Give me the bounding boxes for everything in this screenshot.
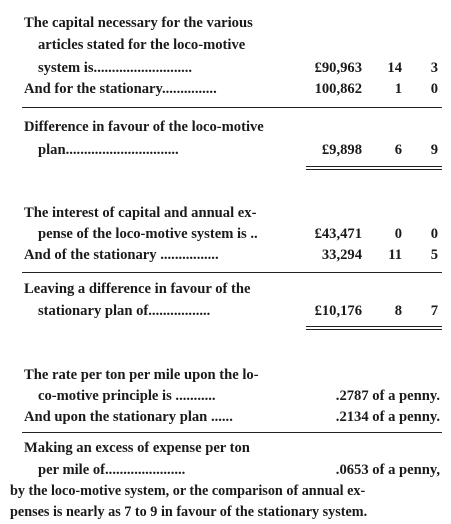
pounds-cell: £10,176 <box>314 303 362 319</box>
pence-cell: 0 <box>430 226 438 242</box>
shillings-cell: 14 <box>387 60 402 76</box>
row-label: system is <box>38 60 94 76</box>
rate-value: .2787 of a penny. <box>335 388 440 404</box>
pounds-cell: 33,294 <box>321 247 362 263</box>
section3-row-stationary <box>24 408 440 426</box>
section1-row-diff <box>38 141 438 159</box>
pounds-cell: 100,862 <box>314 81 362 97</box>
row-label: per mile of <box>38 462 106 478</box>
pence-cell: 5 <box>430 247 438 263</box>
section3-excess-line1: Making an excess of expense per ton <box>24 440 250 456</box>
pounds-cell: £9,898 <box>321 142 362 158</box>
pence-cell: 7 <box>430 303 438 319</box>
pounds-cell: £90,963 <box>314 60 362 76</box>
shillings-cell: 6 <box>394 142 402 158</box>
double-rule <box>306 326 442 330</box>
row-label: stationary plan of <box>38 303 149 319</box>
shillings-cell: 1 <box>394 81 402 97</box>
section1-row-loco <box>38 59 438 77</box>
rate-value: .0653 of a penny, <box>335 462 440 478</box>
rate-value: .2134 of a penny. <box>335 409 440 425</box>
section-divider <box>22 107 442 108</box>
section2-row-loco <box>38 225 438 243</box>
section2-intro-line1: The interest of capital and annual ex- <box>24 205 257 221</box>
section-divider <box>22 432 442 433</box>
leader-dots: ............................... <box>65 142 179 158</box>
section2-row-stationary <box>24 246 438 264</box>
section1-intro-line1: The capital necessary for the various <box>24 15 253 31</box>
section3-row-loco <box>38 387 440 405</box>
double-rule <box>306 166 442 170</box>
leader-dots: ................. <box>148 303 211 319</box>
section-divider <box>22 272 442 273</box>
row-label: And of the stationary <box>24 247 157 263</box>
pounds-cell: £43,471 <box>314 226 362 242</box>
leader-dots: .. <box>250 226 258 242</box>
pence-cell: 0 <box>430 81 438 97</box>
pence-cell: 9 <box>430 142 438 158</box>
section1-diff-line1: Difference in favour of the loco-motive <box>24 119 264 135</box>
row-label: plan <box>38 142 66 158</box>
row-label: co-motive principle is <box>38 388 172 404</box>
leader-dots: ............... <box>161 81 217 97</box>
leader-dots: ................ <box>160 247 219 263</box>
section1-intro-line2: articles stated for the loco-motive <box>38 37 246 53</box>
section3-intro-line1: The rate per ton per mile upon the lo- <box>24 367 259 383</box>
leader-dots: ........... <box>175 388 216 404</box>
shillings-cell: 0 <box>394 226 402 242</box>
leader-dots: ...... <box>210 409 233 425</box>
section3-closing-line2: penses is nearly as 7 to 9 in favour of the stationary system. <box>10 504 368 520</box>
section2-row-leave <box>38 302 438 320</box>
section2-leave-line1: Leaving a difference in favour of the <box>24 281 251 297</box>
leader-dots: ........................... <box>93 60 193 76</box>
leader-dots: ...................... <box>105 462 186 478</box>
row-label: And upon the stationary plan <box>24 409 208 425</box>
shillings-cell: 11 <box>388 247 402 263</box>
section3-row-excess <box>38 461 440 479</box>
row-label: And for the stationary <box>24 81 162 97</box>
row-label: pense of the loco-motive system is <box>38 226 247 242</box>
section3-closing-line1: by the loco-motive system, or the comparison of annual ex- <box>10 483 366 499</box>
shillings-cell: 8 <box>394 303 402 319</box>
pence-cell: 3 <box>430 60 438 76</box>
section1-row-stationary <box>24 80 438 98</box>
